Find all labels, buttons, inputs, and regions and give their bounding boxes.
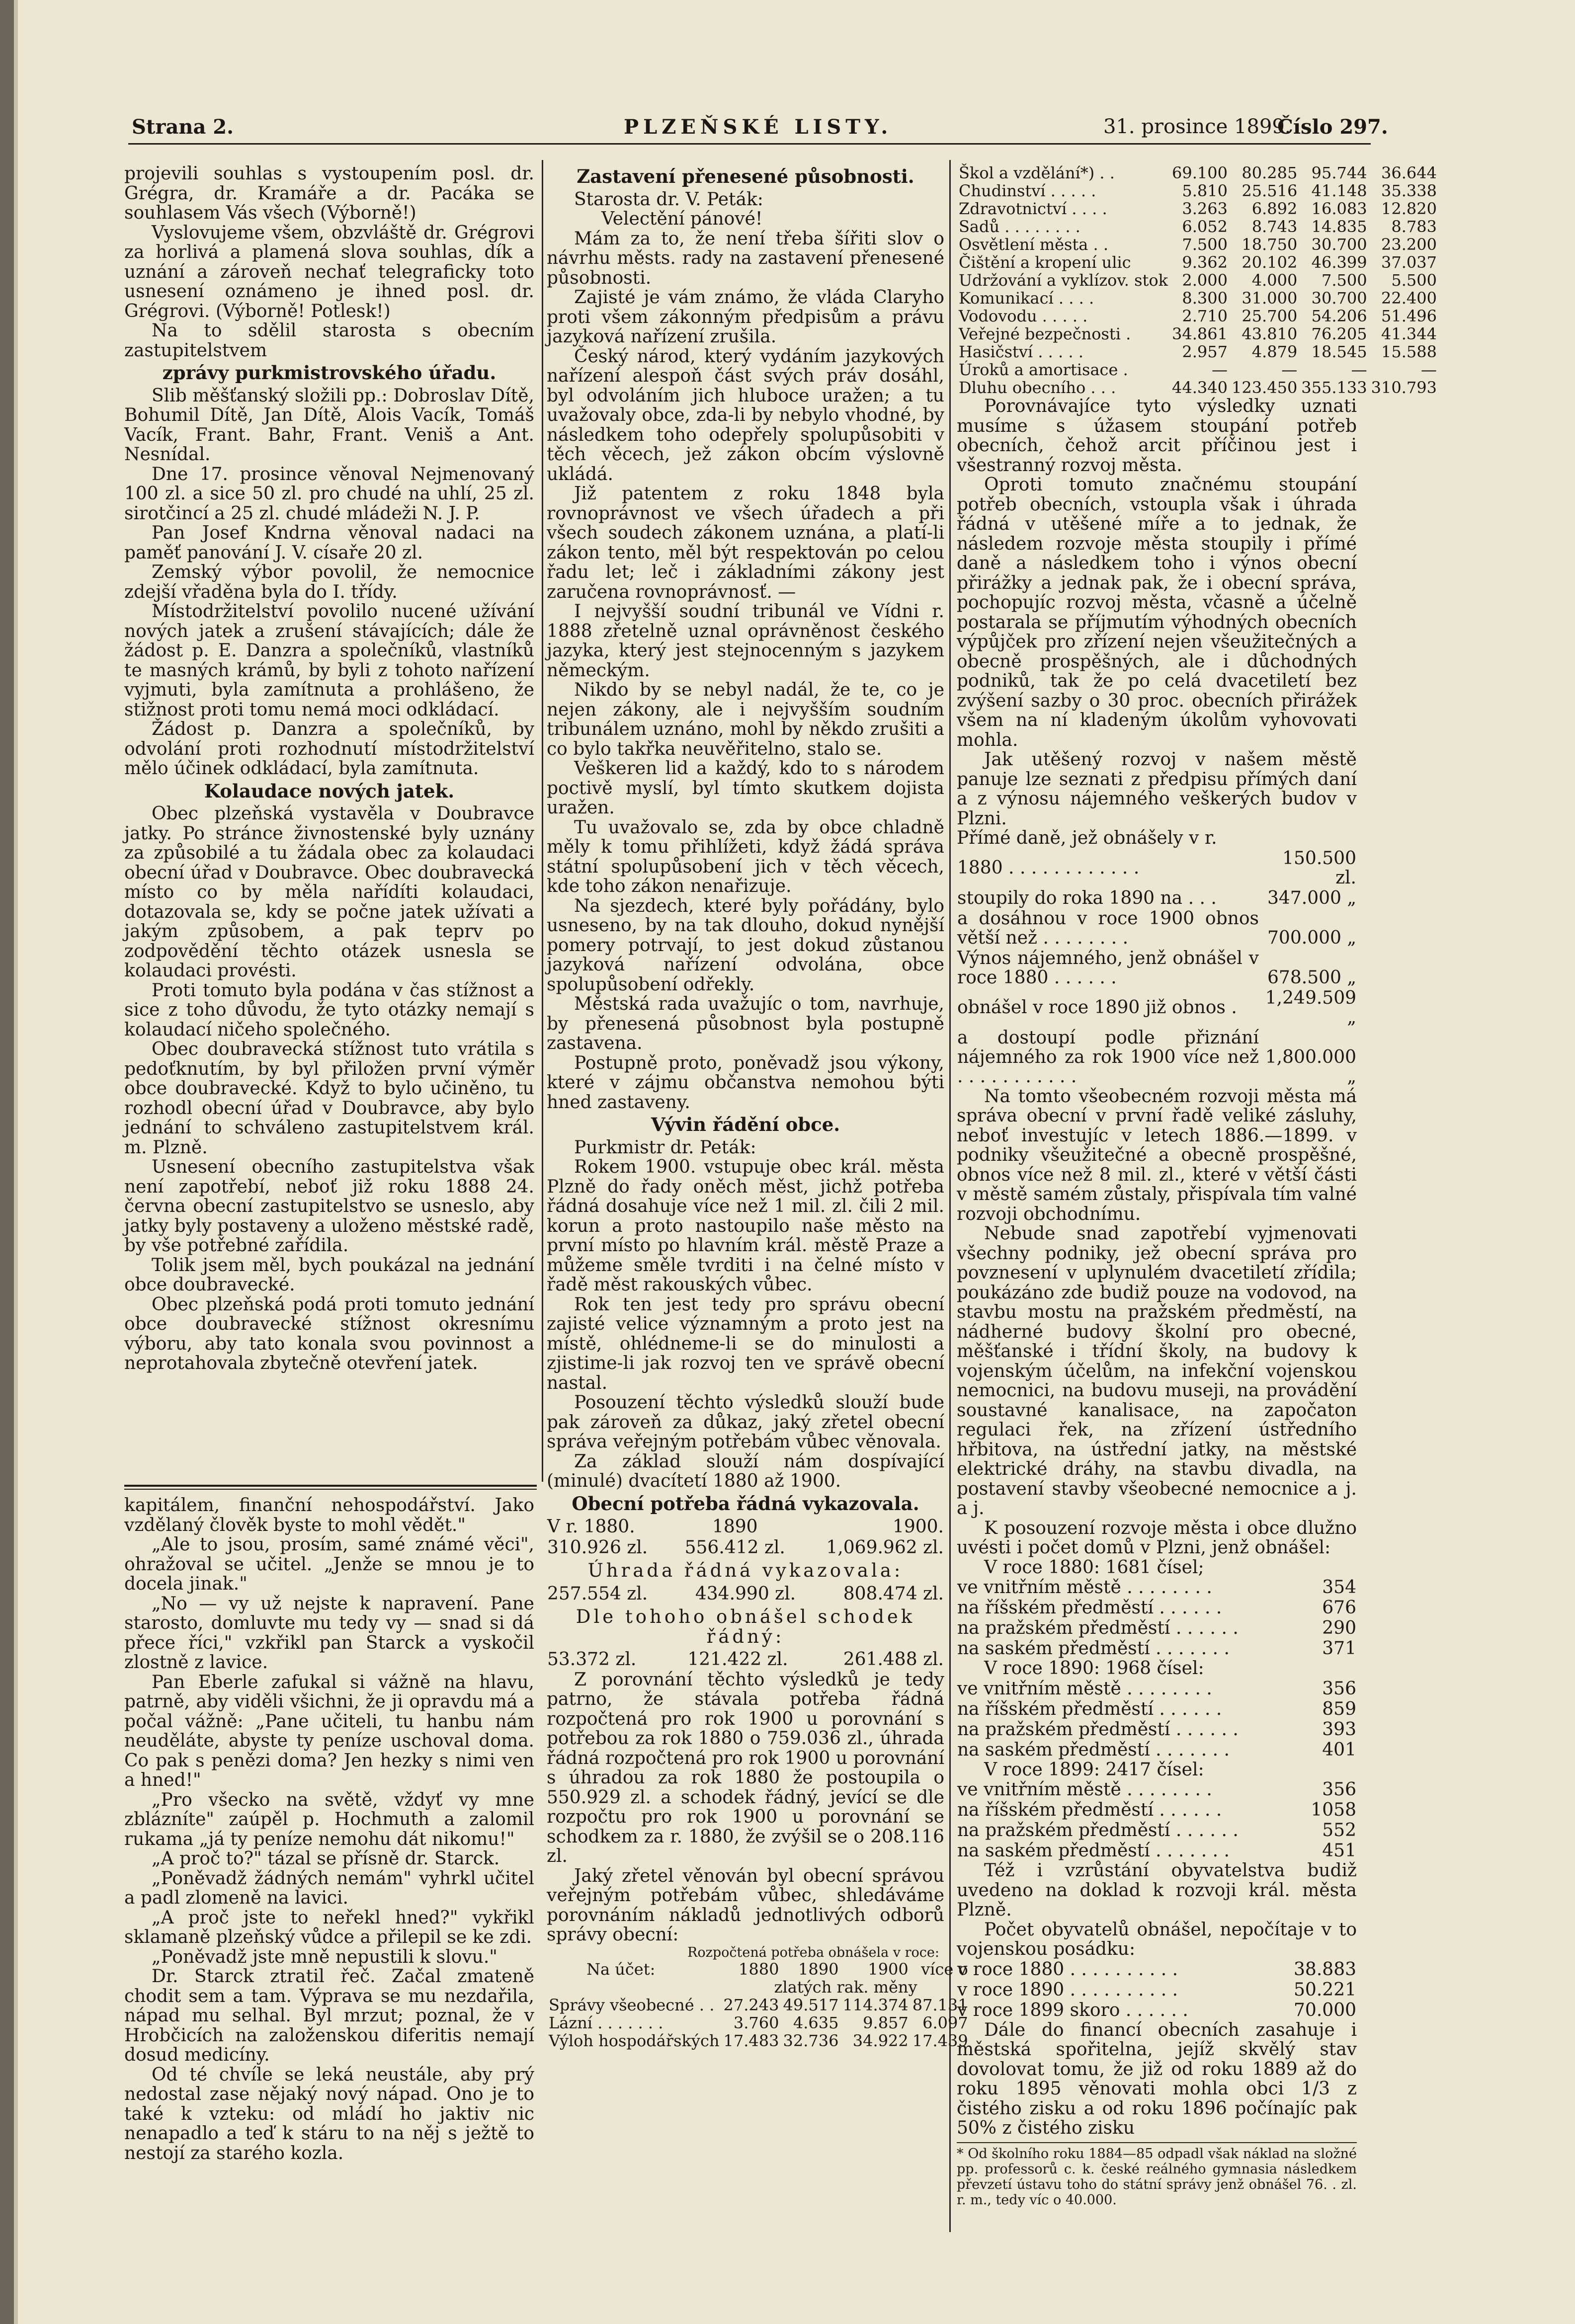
table-row xyxy=(957,307,1439,325)
table-cell: 95.744 xyxy=(1311,163,1367,182)
scan-edge-light xyxy=(14,0,18,2324)
table-cell: Veřejné bezpečnosti . xyxy=(959,324,1131,343)
scan-edge-dark xyxy=(0,0,14,2324)
paragraph: Nikdo by se nebyl nadál, že te, co je nejen zákony, ale i nejvyšším soudním tribunálem uznáno, mohl by někdo zrušiti a co bylo takřka neuvěřitelno, stalo se. xyxy=(547,680,944,759)
table-cell: 4.879 xyxy=(1251,342,1298,361)
table-cell: — xyxy=(1351,360,1367,379)
houses-1880 xyxy=(957,1577,1357,1659)
list-item: na saském předměstí . . . . . . . xyxy=(957,1841,1230,1861)
table-cell: 3.760 xyxy=(733,2013,779,2032)
table-cell: 25.700 xyxy=(1242,307,1298,325)
list-item: na říšském předměstí . . . . . . xyxy=(957,1698,1222,1719)
table-header: Na účet: xyxy=(586,1959,656,1979)
paragraph: „A proč jste to neřekl hned?" vykřikl sklamaně plzeňský vůdce a přilepil se ke zdi. xyxy=(124,1907,534,1947)
paragraph: Český národ, který vydáním jazykových nařízení alespoň část svých práv dosáhl, byl odvoláním jich hluboce uražen; a tu uvažovaly obce, zda-li by nebylo vhodné, by následkem toho odepřely spolupůsobiti v těch věcech, jež zákon obcím výslovně ukládá. xyxy=(547,346,944,484)
table-cell: 8.743 xyxy=(1251,217,1298,236)
table-header: 1890 xyxy=(798,1959,839,1979)
table-cell: 114.374 xyxy=(842,1995,909,2014)
list-item: 1880 . . . . . . . . . . . . xyxy=(957,858,1140,878)
table-cell: 69.100 xyxy=(1172,163,1228,182)
year-heading: V roce 1899: 2417 čísel: xyxy=(984,1759,1204,1780)
page-number: Strana 2. xyxy=(132,115,234,139)
table-cell: 18.750 xyxy=(1242,235,1298,254)
year-heading: V roce 1890: 1968 čísel: xyxy=(984,1658,1204,1679)
table-cell: 123.450 xyxy=(1231,378,1298,397)
deficit-table xyxy=(547,1649,944,1670)
section-heading: Zastavení přenesené působnosti. xyxy=(577,165,914,187)
list-value: 354 xyxy=(1322,1577,1356,1598)
table-header: více o xyxy=(921,1959,968,1979)
column-1 xyxy=(124,164,534,1373)
table-cell: 53.372 zl. xyxy=(547,1649,637,1670)
paragraph: Dále do financí obecních zasahuje i městská spořitelna, jejíž skvělý stav dovolovat tomu, že již od roku 1889 až do roku 1895 věnovati mohla obci 1/3 z čistého zisku a od roku 1896 počínajíc pak 50% z čistého zisku xyxy=(957,2019,1357,2138)
list-item: ve vnitřním městě . . . . . . . . xyxy=(957,1577,1212,1598)
header-rule xyxy=(128,143,1371,145)
houses-1890 xyxy=(957,1679,1357,1760)
paragraph: Jak utěšený rozvoj v našem městě panuje lze seznati z předpisu přímých daní a z výnosu nájemného veškerých budov v Plzni. xyxy=(957,749,1357,829)
list-item: a dostoupí podle přiznání nájemného za rok 1900 více než . . . . . . . . . . . xyxy=(957,1027,1259,1087)
list-item: na saském předměstí . . . . . . . xyxy=(957,1638,1230,1659)
list-value: 700.000 „ xyxy=(1267,927,1356,948)
table-cell: 46.399 xyxy=(1311,253,1367,272)
expense-table xyxy=(547,1960,970,2050)
list-item: na pražském předměstí . . . . . . xyxy=(957,1820,1239,1841)
table-cell: 355.133 xyxy=(1301,378,1367,397)
table-cell: 808.474 zl. xyxy=(843,1583,944,1604)
table-cell: 20.102 xyxy=(1242,253,1298,272)
paragraph: Též i vzrůstání obyvatelstva budiž uvedeno na doklad k rozvoji král. města Plzně. xyxy=(957,1860,1357,1920)
feuilleton-rule xyxy=(124,1485,537,1487)
list-value: 38.883 xyxy=(1294,1959,1356,1980)
table-cell: 1900. xyxy=(892,1517,944,1537)
table-cell: 9.857 xyxy=(863,2013,909,2032)
year-heading: V roce 1880: 1681 čísel; xyxy=(984,1557,1204,1578)
budget-table-years xyxy=(547,1517,944,1558)
list-item: obnášel v roce 1890 již obnos . xyxy=(957,997,1237,1018)
table-row xyxy=(957,325,1439,343)
table-cell: 87.131 xyxy=(912,1995,968,2014)
paragraph: K posouzení rozvoje města i obce dlužno uvésti i počet domů v Plzni, jenž obnášel: xyxy=(957,1518,1357,1558)
table-row xyxy=(957,361,1439,379)
paragraph: Z porovnání těchto výsledků je tedy patrno, že stávala potřeba řádná rozpočtená pro rok 1900 u porovnání s potřebou za rok 1880 o 759.036 zl., úhrada řádná rozpočtená pro rok 1900 u porovnání s úhradou za rok 1880 že postoupila o 550.929 zl. a schodek řádný, jevící se dle rozpočtu pro rok 1900 u porovnání se schodkem za r. 1880, že zvýšil se o 208.116 zl. xyxy=(547,1669,944,1866)
table-cell: 257.554 zl. xyxy=(547,1583,648,1604)
section-heading: Vývin řádění obce. xyxy=(651,1114,840,1135)
table-cell: Dluhu obecního . . . xyxy=(959,378,1116,397)
list-value: 70.000 xyxy=(1294,2000,1356,2020)
paragraph: Posouzení těchto výsledků slouží bude pak zároveň za důkaz, jaký zřetel obecní správa veřejným potřebám vůbec věnovala. xyxy=(547,1392,944,1452)
paragraph: Na tomto všeobecném rozvoji města má správa obecní v první řadě veliké zásluhy, neboť investujíc v letech 1886.—1899. v podniky všeužitečné a obecně prospěšné, obnos více než 8 mil. zl., které v větší části v městě samém zůstaly, přispívala tím valné rozvoji obchodnímu. xyxy=(957,1086,1357,1224)
table-cell: 7.500 xyxy=(1182,235,1228,254)
houses-1899 xyxy=(957,1779,1357,1861)
paragraph: Proti tomuto byla podána v čas stížnost a sice z toho důvodu, že tyto otázky nemají s kolaudací ničeho společného. xyxy=(124,980,534,1040)
paragraph: Velectění pánové! xyxy=(601,209,763,229)
table-cell: 434.990 zl. xyxy=(695,1583,796,1604)
table-cell: 310.926 zl. xyxy=(547,1537,648,1558)
table-cell: 34.922 xyxy=(852,2031,909,2050)
table-cell: Výloh hospodářských xyxy=(549,2031,720,2050)
table-cell: 2.957 xyxy=(1182,342,1228,361)
paragraph: Slib měšťanský složili pp.: Dobroslav Dítě, Bohumil Dítě, Jan Dítě, Alois Vacík, Tomáš Vacík, Frant. Bahr, Frant. Veniš a Ant. Nesnídal. xyxy=(124,385,534,465)
list-value: 859 xyxy=(1322,1698,1356,1719)
paragraph: Na to sdělil starosta s obecním zastupitelstvem xyxy=(124,321,534,361)
table-row xyxy=(547,1996,970,2014)
paragraph: Obec plzeňská podá proti tomuto jednání obce doubravecké stížnost okresnímu výboru, aby tato konala svou povinnost a neprotahovala zbytečně otevření jatek. xyxy=(124,1294,534,1373)
list-item: na saském předměstí . . . . . . . xyxy=(957,1739,1230,1760)
list-item: a dosáhnou v roce 1900 obnos větší než . . . . . . . . xyxy=(957,908,1259,948)
table-cell: Úroků a amortisace . xyxy=(959,360,1128,379)
paragraph: Od té chvíle se leká neustále, aby prý nedostal zase nějaký nový nápad. Ono je to také k vzteku: od mládí ho jaktiv nic nenapadlo a teď k stáru to na něj s ježtě to nestojí za starého kozla. xyxy=(124,2064,534,2164)
table-cell: 22.400 xyxy=(1381,289,1437,308)
section-heading: Obecní potřeba řádná vykazovala. xyxy=(572,1492,919,1515)
paragraph: Porovnávajíce tyto výsledky uznati musíme s úžasem stoupání potřeb obecních, čehož arcit příčinou jest i všestranný rozvoj města. xyxy=(957,396,1357,476)
list-item: na říšském předměstí . . . . . . xyxy=(957,1598,1222,1618)
table-cell: — xyxy=(1281,360,1298,379)
table-cell: 51.496 xyxy=(1381,307,1437,325)
paragraph: Již patentem z roku 1848 byla rovnoprávnost ve všech úřadech a při všech soudech zákonem uznána, a platí-li zákon tento, měl být respektován po celou řadu let; leč i základními zákony jest zaručena rovnoprávnosť. — xyxy=(547,483,944,602)
table-cell: 36.644 xyxy=(1381,163,1437,182)
paragraph: Přímé daně, jež obnášely v r. xyxy=(957,828,1217,848)
table-cell: 17.439 xyxy=(912,2031,968,2050)
list-item: v roce 1880 . . . . . . . . . . xyxy=(957,1959,1178,1980)
table-cell: 32.736 xyxy=(783,2031,839,2050)
table-cell: 8.300 xyxy=(1182,289,1228,308)
table-cell: 76.205 xyxy=(1311,324,1367,343)
feuilleton-story xyxy=(124,1496,534,2163)
table-unit: zlatých rak. měny xyxy=(774,1977,917,1997)
paragraph: Dr. Starck ztratil řeč. Začal zmateně chodit sem a tam. Výprava se mu nezdařila, nápad mu selhal. Byl mrzut; poznal, že v Hrobčicích na založenskou diferitis nemají dosud medicíny. xyxy=(124,1966,534,2065)
table-row xyxy=(547,2014,970,2032)
table-cell: Sadů . . . . . . . . xyxy=(959,217,1080,236)
paragraph: Pan Josef Kndrna věnoval nadaci na paměť panování J. V. císaře 20 zl. xyxy=(124,523,534,563)
paragraph: Rokem 1900. vstupuje obec král. města Plzně do řady oněch měst, jichž potřeba řádná dosahuje více než 1 mil. zl. čili 2 mil. korun a proto nastoupilo naše město na první místo po hlavním král. městě Praze a můžeme směle tvrditi i na čelné místo v řadě měst rakouských vůbec. xyxy=(547,1157,944,1295)
table-cell: Udržování a vyklízov. stok xyxy=(959,271,1168,290)
table-cell: 310.793 xyxy=(1371,378,1437,397)
issue-number: Číslo 297. xyxy=(1277,115,1388,139)
table-cell: 15.588 xyxy=(1381,342,1437,361)
table-cell: 31.000 xyxy=(1242,289,1298,308)
table-cell: — xyxy=(1420,360,1437,379)
table-header: 1900 xyxy=(868,1959,909,1979)
table-row xyxy=(957,379,1439,397)
column-separator-2 xyxy=(949,160,951,2232)
table-row xyxy=(957,343,1439,361)
table-cell: 3.263 xyxy=(1182,199,1228,218)
table-cell: Komunikací . . . . xyxy=(959,289,1094,308)
table-cell: 30.700 xyxy=(1311,235,1367,254)
list-item: na pražském předměstí . . . . . . xyxy=(957,1719,1239,1740)
table-cell: 41.344 xyxy=(1381,324,1437,343)
table-row xyxy=(957,164,1439,182)
table-cell: 121.422 zl. xyxy=(687,1649,788,1670)
newspaper-title: PLZEŇSKÉ LISTY. xyxy=(624,115,893,139)
table-cell: 2.710 xyxy=(1182,307,1228,325)
paragraph: Jaký zřetel věnován byl obecní správou veřejným potřebám vůbec, shledáváme porovnáním nákladů jednotlivých odborů správy obecní: xyxy=(547,1865,944,1945)
paragraph: „Pro všecko na světě, vždyť vy mne zblázníte" zaúpěl p. Hochmuth a zalomil rukama „já ty peníze nemohu dát nikomu!" xyxy=(124,1789,534,1849)
table-cell: 23.200 xyxy=(1381,235,1437,254)
table-cell: 8.783 xyxy=(1391,217,1437,236)
table-cell: 80.285 xyxy=(1242,163,1298,182)
list-value: 1,800.000 „ xyxy=(1265,1046,1356,1087)
table-cell: 261.488 zl. xyxy=(843,1649,944,1670)
table-cell: 4.000 xyxy=(1251,271,1298,290)
paragraph: Městská rada uvažujíc o tom, navrhuje, by přenesená působnost byla postupně zastavena. xyxy=(547,994,944,1053)
paragraph: Obec plzeňská vystavěla v Doubravce jatky. Po stránce živnostenské byly uznány za způsobilé a tu žádala obec za kolaudaci obecní úřad v Doubravce. Obec doubravecká místo co by měla nařídíti kolaudaci, dotazovala se, kdy se počne jatek užívati a jakým způsobem, a pak teprv po zodpovědění těchto otázek usnesla se kolaudaci provésti. xyxy=(124,803,534,981)
table-cell: 27.243 xyxy=(723,1995,779,2014)
table-cell: Osvětlení města . . xyxy=(959,235,1109,254)
paragraph: Zajisté je vám známo, že vláda Claryho proti všem zákonným předpisům a právu jazyková nařízení zrušila. xyxy=(547,287,944,347)
paragraph: Obec doubravecká stížnost tuto vrátila s pedoťknutím, by byl přiložen první výměr obce doubravecké. Když to bylo učiněno, tu rozhodl obecní úřad v Doubravce, aby bylo jednání to schváleno zastupitelstvem král. m. Plzně. xyxy=(124,1039,534,1158)
table-cell: 2.000 xyxy=(1182,271,1228,290)
section-heading: Dle tohoho obnášel schodek řádný: xyxy=(576,1606,915,1647)
list-value: 676 xyxy=(1322,1598,1356,1618)
speaker: Purkmistr dr. Peták: xyxy=(574,1137,756,1158)
table-cell: Vodovodu . . . . . xyxy=(959,307,1088,325)
paragraph: „Ale to jsou, prosím, samé známé věci", ohražoval se učitel. „Jenže se mnou je to docela jinak." xyxy=(124,1534,534,1594)
list-value: 1058 xyxy=(1311,1800,1356,1820)
table-row xyxy=(957,289,1439,307)
table-cell: 5.500 xyxy=(1391,271,1437,290)
paragraph: „No — vy už nejste k napravení. Pane starosto, domluvte mu tedy vy — snad si dá přece říci," vzkřikl pan Starck a vyskočil zlostně z lavice. xyxy=(124,1593,534,1673)
paragraph: Pan Eberle zafukal si vážně na hlavu, patrně, aby viděli všichni, že ji opravdu má a počal vážně: „Pane učiteli, tu hanbu nám neuděláte, abyste ty peníze uschoval doma. Co pak s penězi doma? Jen hezky s nimi ven a hned!" xyxy=(124,1672,534,1790)
paragraph: Žádost p. Danzra a společníků, by odvolání proti rozhodnutí místodržitelství mělo účinek odkládací, byla zamítnuta. xyxy=(124,719,534,779)
list-value: 1,249.509 „ xyxy=(1265,987,1356,1028)
list-item: v roce 1890 . . . . . . . . . . xyxy=(957,1979,1178,2000)
paragraph: Místodržitelství povolilo nucené užívání nových jatek a zrušení stávajících; dále že žádost p. E. Danzra a společníků, vlastníků te masných krámů, by byli z tohoto nařízení vyjmuti, byla zamítnuta a prohlášeno, že stižnost proti tomu nemá moci odkládací. xyxy=(124,601,534,720)
column-3 xyxy=(957,163,1437,2208)
table-cell: 44.340 xyxy=(1172,378,1228,397)
list-item: v roce 1899 skoro . . . . . . xyxy=(957,2000,1188,2020)
table-cell: 16.083 xyxy=(1311,199,1367,218)
paragraph: Oproti tomuto značnému stoupání potřeb obecních, vstoupla však i úhrada řádná v utěšené míře a to jednak, že následem rozvoje města stoupily i přímé daně a následkem toho i výnos obecní přirážky a jednak pak, že i obecní správa, pochopujíc rozvoj města, včasně a účelně postarala se příjmutím výhodných obecních výpůjček pro zřízení nejen všeužitečných a obecně prospěšných, ale i důchodných podniků, tak že po celá dvacetiletí bez zvýšení sazby o 30 proc. obecních přirážek všem na ní kladeným úkolům vyhovovati mohla. xyxy=(957,475,1357,750)
paragraph: Tolik jsem měl, bych poukázal na jednání obce doubravecké. xyxy=(124,1255,534,1295)
paragraph: kapitálem, finanční nehospodářství. Jako vzdělaný člověk byste to mohl vědět." xyxy=(124,1495,534,1535)
table-cell: 41.148 xyxy=(1311,181,1367,200)
table-cell: Hasičství . . . . . xyxy=(959,342,1083,361)
table-cell: 7.500 xyxy=(1322,271,1367,290)
list-item: ve vnitřním městě . . . . . . . . xyxy=(957,1779,1212,1800)
table-cell: — xyxy=(1211,360,1228,379)
paragraph: Vyslovujeme všem, obzvláště dr. Grégrovi za horlivá a plamená slova souhlas, dík a uznání a zároveň nechať telegraficky toto usnesení oznámeno je ihned posl. dr. Grégrovi. (Výborně! Potlesk!) xyxy=(124,222,534,321)
table-row xyxy=(957,182,1439,200)
list-item: stoupily do roka 1890 na . . . xyxy=(957,887,1217,908)
tax-list xyxy=(957,848,1357,1087)
table-cell: Čištění a kropení ulic xyxy=(959,253,1131,272)
section-heading: zprávy purkmistrovského úřadu. xyxy=(162,362,497,384)
feuilleton-rule-2 xyxy=(124,1489,537,1490)
paragraph: Zemský výbor povolil, že nemocnice zdejší vřaděna byla do I. třídy. xyxy=(124,562,534,602)
list-item: Výnos nájemného, jenž obnášel v roce 1880 . . . . . . xyxy=(957,948,1259,988)
expense-table-continued xyxy=(957,164,1439,397)
paragraph: I nejvyšší soudní tribunál ve Vídni r. 1888 zřetelně uznal oprávněnost českého jazyka, který jest stejnocenným s jazykem německým. xyxy=(547,601,944,681)
table-cell: Zdravotnictví . . . . xyxy=(959,199,1107,218)
table-caption: Rozpočtená potřeba obnášela v roce: xyxy=(687,1944,939,1960)
table-cell: V r. 1880. xyxy=(547,1517,635,1537)
paragraph: Rok ten jest tedy pro správu obecní zajisté velice významným a proto jest na místě, ohlédneme-li se do minulosti a zjistime-li jak rozvoj ten ve správě obecní nastal. xyxy=(547,1294,944,1393)
list-value: 290 xyxy=(1322,1618,1356,1638)
paragraph: Dne 17. prosince věnoval Nejmenovaný 100 zl. a sice 50 zl. pro chudé na uhlí, 25 zl. sirotčincí a 25 zl. chudé mládeži N. J. P. xyxy=(124,464,534,524)
table-cell: 12.820 xyxy=(1381,199,1437,218)
paragraph: Veškeren lid a každý, kdo to s národem poctivě myslí, byl tímto skutkem dojista uražen. xyxy=(547,758,944,818)
table-cell: 43.810 xyxy=(1242,324,1298,343)
paragraph: Tu uvažovalo se, zda by obce chladně měly k tomu přihlížeti, když žádá správa státní spolupůsobení jich v těch věcech, kde toho zákon nenařizuje. xyxy=(547,817,944,896)
paragraph: Usnesení obecního zastupitelstva však není zapotřebí, neboť již roku 1888 24. června obecní zastupitelstvo se usneslo, aby jatky byly postaveny a uloženo městské radě, by vše potřebné zařídila. xyxy=(124,1157,534,1256)
table-cell: 14.835 xyxy=(1311,217,1367,236)
table-cell: 4.635 xyxy=(793,2013,839,2032)
column-2 xyxy=(547,164,968,2050)
list-item: na pražském předměstí . . . . . . xyxy=(957,1618,1239,1638)
list-value: 552 xyxy=(1322,1820,1356,1841)
table-cell: 17.483 xyxy=(723,2031,779,2050)
table-row xyxy=(957,271,1439,289)
table-cell: 556.412 zl. xyxy=(684,1537,785,1558)
paragraph: „Poněvadž žádných nemám" vyhrkl učitel a padl zlomeně na lavici. xyxy=(124,1868,534,1908)
table-cell: 35.338 xyxy=(1381,181,1437,200)
list-value: 451 xyxy=(1322,1841,1356,1861)
table-row xyxy=(957,236,1439,253)
table-cell: Chudinství . . . . . xyxy=(959,181,1096,200)
paragraph: Na sjezdech, které byly pořádány, bylo usneseno, by na tak dlouho, dokud nynější pomery potrvají, to jest dokud zůstanou jazyková nařízení odvolána, obce spolupůsobení odřekly. xyxy=(547,895,944,995)
paragraph: Postupně proto, poněvadž jsou výkony, které v zájmu občanstva nemohou býti hned zastaveny. xyxy=(547,1052,944,1113)
speaker: Starosta dr. V. Peták: xyxy=(574,189,763,210)
table-cell: 5.810 xyxy=(1182,181,1228,200)
table-cell: 25.516 xyxy=(1242,181,1298,200)
list-value: 393 xyxy=(1322,1719,1356,1740)
table-cell: 6.097 xyxy=(922,2013,968,2032)
list-value: 356 xyxy=(1322,1779,1356,1800)
list-value: 401 xyxy=(1322,1739,1356,1760)
footnote: * Od školního roku 1884—85 odpadl však náklad na složné pp. professorů c. k. české reálného gymnasia následkem převzetí ústavu toho do státní správy jenž obnášel 76. . zl. r. m., tedy víc o 40.000. xyxy=(957,2146,1357,2208)
table-cell: 6.052 xyxy=(1182,217,1228,236)
table-cell: Škol a vzdělání*) . . xyxy=(959,163,1115,182)
footnote-rule xyxy=(957,2142,1357,2143)
table-cell: 54.206 xyxy=(1311,307,1367,325)
table-cell: Lázní . . . . . . . xyxy=(549,2013,663,2032)
coverage-table xyxy=(547,1584,944,1604)
paragraph: projevili souhlas s vystoupením posl. dr. Grégra, dr. Kramáře a dr. Pacáka se souhlasem Vás všech (Výborně!) xyxy=(124,163,534,223)
list-value: 678.500 „ xyxy=(1267,967,1356,988)
table-cell: 9.362 xyxy=(1182,253,1228,272)
list-value: 356 xyxy=(1322,1678,1356,1699)
population-list xyxy=(957,1959,1357,2020)
table-row xyxy=(547,2032,970,2050)
table-cell: 1,069.962 zl. xyxy=(826,1537,944,1558)
paragraph: Počet obyvatelů obnášel, nepočítaje v to vojenskou posádku: xyxy=(957,1919,1357,1959)
paragraph: „Poněvadž jste mně nepustili k slovu." xyxy=(152,1946,497,1967)
table-header: 1880 xyxy=(739,1959,779,1979)
table-cell: 6.892 xyxy=(1251,199,1298,218)
table-row xyxy=(957,253,1439,271)
list-value: 50.221 xyxy=(1294,1979,1356,2000)
section-heading: Úhrada řádná vykazovala: xyxy=(587,1560,904,1581)
list-item: ve vnitřním městě . . . . . . . . xyxy=(957,1678,1212,1699)
table-cell: 49.517 xyxy=(783,1995,839,2014)
table-cell: 30.700 xyxy=(1311,289,1367,308)
table-cell: 37.037 xyxy=(1381,253,1437,272)
table-cell: 1890 xyxy=(712,1517,758,1537)
table-cell: Správy všeobecné . . xyxy=(549,1995,715,2014)
list-value: 371 xyxy=(1322,1638,1356,1659)
table-cell: 34.861 xyxy=(1172,324,1228,343)
table-row xyxy=(957,200,1439,218)
list-value: 347.000 „ xyxy=(1267,887,1356,908)
list-value: 150.500 zl. xyxy=(1282,848,1356,888)
table-cell: 18.545 xyxy=(1311,342,1367,361)
column-separator-1 xyxy=(542,160,543,1482)
section-heading: Kolaudace nových jatek. xyxy=(204,780,455,802)
paragraph: Mám za to, že není třeba šířiti slov o návrhu městs. rady na zastavení přenesené působnosti. xyxy=(547,228,944,288)
issue-date: 31. prosince 1899. xyxy=(1103,115,1291,138)
paragraph: Za základ slouží nám dospívající (minulé) dvacítetí 1880 až 1900. xyxy=(547,1451,944,1491)
paragraph: Nebude snad zapotřebí vyjmenovati všechny podniky, jež obecní správa pro povznesení v uplynulém dvacetiletí zřídila; poukázáno zde budiž pouze na vodovod, na stavbu mostu na pražském předměstí, na nádherné budovy školní pro obecné, měšťanské i třídní školy, na budovy k vojenským účelům, na infekční vojenskou nemocnici, na budovu museji, na provádění soustavné kanalisace, na započaton regulaci řek, na zřízení ústředního hřbitova, na ústřední jatky, na městské elektrické dráhy, na stavbu divadla, na postavení stavby všeobecné nemocnice a j. a j. xyxy=(957,1223,1357,1519)
paragraph: „A proč to?" tázal se přísně dr. Starck. xyxy=(152,1848,500,1869)
list-item: na říšském předměstí . . . . . . xyxy=(957,1800,1222,1820)
table-row xyxy=(957,218,1439,236)
